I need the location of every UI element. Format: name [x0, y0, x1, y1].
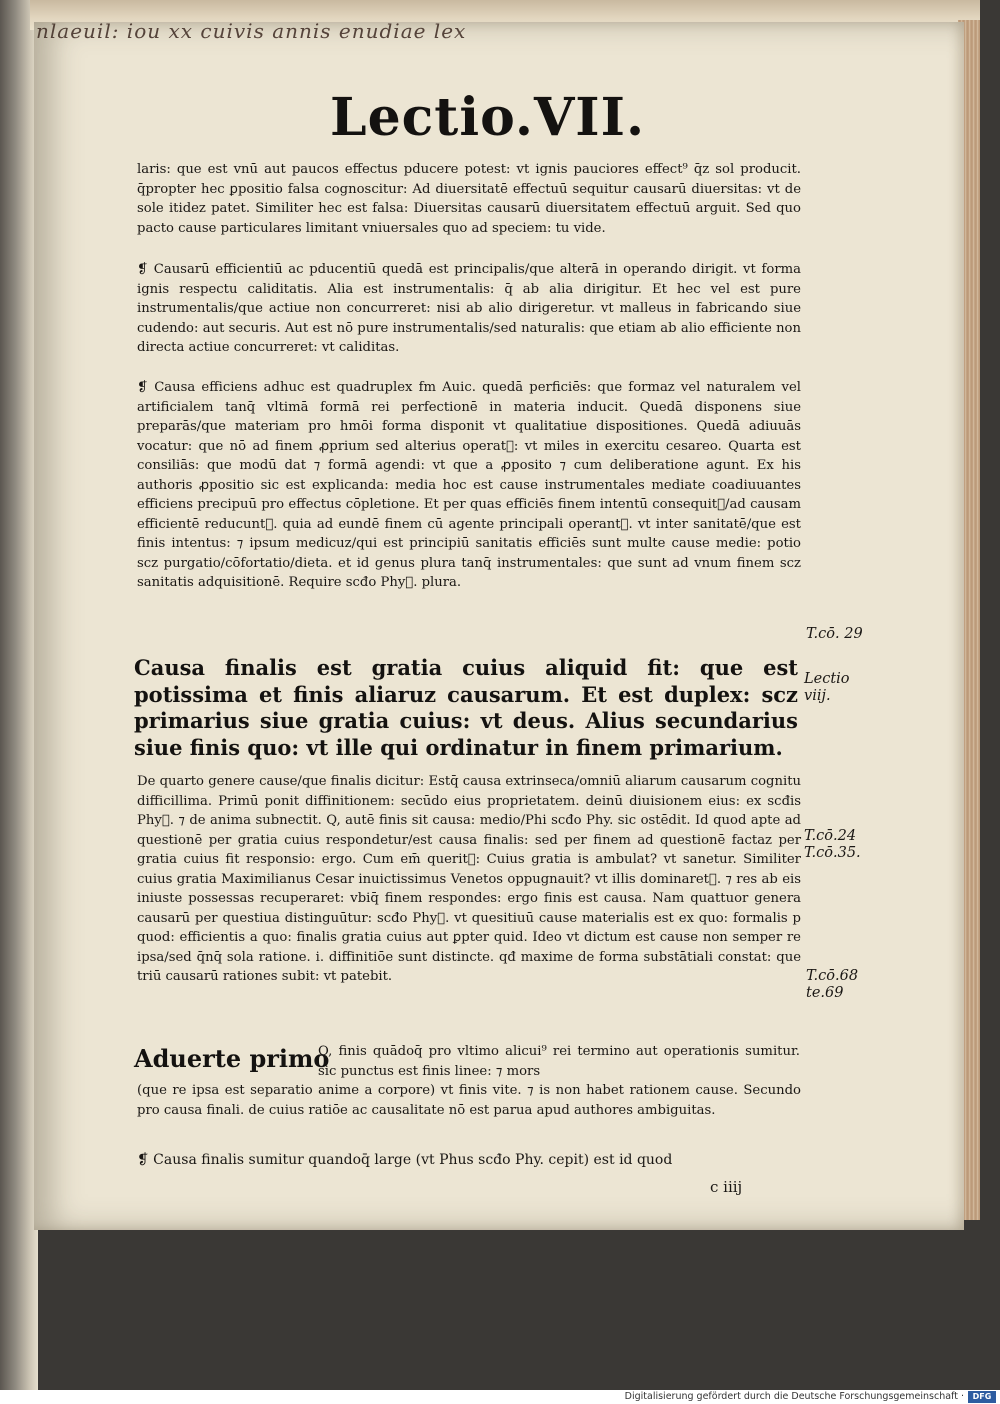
last-line: ❡ Causa finalis sumitur quandoq̄ large (vt Phus scđo Phy. cepit) est id quod	[137, 1152, 673, 1168]
paragraph-1	[137, 160, 801, 238]
advert-heading: Aduerte primo	[134, 1044, 330, 1073]
paragraph-3-text: ❡ Causa efficiens adhuc est quadruplex fm Auic. quedā perficiēs: que formaz vel naturalem vel artificialem tanq̄ vltimā formā rei perfectionē in materia inducit. Quedā disponens siue preparās/que materiam pro hmōi forma disponit vt qualitatiue dispositiones. Quedā adiuuās vocatur: que nō ad finem ꝓprium sed alterius operat᷑: vt miles in exercitu cesareo. Quarta est consiliās: que modū dat ⁊ formā agendi: vt que a ꝓposito ⁊ cum deliberatione agunt. Ex his authoris ꝓpositio sic est explicanda: media hoc est cause instrumentales mediate coadiuuantes efficiens precipuū pro effectus cōpletione. Et per quas efficiēs finem intentū consequit᷑/ad causam efficientē reducunt᷑. quia ad eundē finem cū agente principali operant᷑. vt inter sanitatē/que est finis intentus: ⁊ ipsum medicuz/qui est principiū sanitatis efficiēs sunt multe cause medie: potio scz purgatio/cōfortatio/dieta. et id genus plura tanq̄ instrumentales: que sunt ad vnum finem scz sanitatis adquisitionē. Require scđo Phy᷑. plura.	[137, 380, 801, 590]
signature-mark: c iiij	[710, 1178, 743, 1196]
advert-body: Q, finis quādoq̄ pro vltimo alicui⁹ rei termino aut operationis sumitur. sic punctus est finis linee: ⁊ mors	[318, 1044, 800, 1079]
running-head: nlaeuil: iou xx cuivis annis enudiae lex	[36, 22, 467, 40]
margin-note-2: Lectio viij.	[804, 671, 850, 704]
advert-rest: (que re ipsa est separatio anime a corpore) vt finis vite. ⁊ is non habet rationem cause. Secundo pro causa finali. de cuius ratiōe ac causalitate nō est parua apud authores ambiguitas.	[137, 1083, 801, 1118]
margin-note-1: T.cō. 29	[806, 626, 863, 642]
paragraph-2	[137, 260, 801, 358]
paragraph-4	[137, 772, 801, 987]
paragraph-1-text: laris: que est vnū aut paucos effectus pducere potest: vt ignis pauciores effect⁹ q̄z sol producit. q̄propter hec ꝑpositio falsa cognoscitur: Ad diuersitatē effectuū sequitur causarū diuersitas: vt de sole itidez patet. Similiter hec est falsa: Diuersitas causarū diuersitatem effectuū arguit. Sed quo pacto cause particulares limitant vniuersales quo ad speciem: tu vide.	[137, 162, 801, 236]
left-page-edge	[0, 0, 38, 1390]
dfg-logo: DFG	[968, 1391, 996, 1403]
section-heading: Causa finalis est gratia cuius aliquid fit: que est potissima et finis aliaruz causarum. Et est duplex: scz primarius siue gratia cuius: vt deus. Alius secundarius siue finis quo: vt ille qui ordinatur in finem primarium.	[134, 655, 798, 760]
footer-credit: Digitalisierung gefördert durch die Deutsche Forschungsgemeinschaft ·	[624, 1391, 964, 1402]
page-title: Lectio.VII.	[330, 87, 646, 148]
paragraph-2-text: ❡ Causarū efficientiū ac pducentiū quedā est principalis/que alterā in operando dirigit. vt forma ignis respectu caliditatis. Alia est instrumentalis: q̄ ab alia dirigitur. Et hec vel est pure instrumentalis/que actiue non concurreret: nisi ab alio dirigeretur. vt malleus in fabricando siue cudendo: aut securis. Aut est nō pure instrumentalis/sed naturalis: que etiam ab alio efficiente non directa actiue concurreret: vt caliditas.	[137, 262, 801, 355]
paragraph-4-text: De quarto genere cause/que finalis dicitur: Estq̄ causa extrinseca/omniū aliarum causarum cognitu difficillima. Primū ponit diffinitionem: secūdo eius proprietatem. deinū diuisionem eius: ex scđis Phy᷑. ⁊ de anima subnectit. Q, autē finis sit causa: medio/Phi scđo Phy. sic ostēdit. Id quod apte ad questionē per gratia cuius respondetur/est causa finalis: sed per finem ad questionē factaz per gratia cuius fit responsio: ergo. Cum em̄ querit᷑: Cuius gratia is ambulat? vt sanetur. Similiter cuius gratia Maximilianus Cesar inuictissimus Venetos oppugnauit? vt illis dominaret᷑. ⁊ res ab eis iniuste possessas recuperaret: vbiq̄ finem respondes: ergo finis est causa. Nam quattuor genera causarū per questiua distinguūtur: scđo Phy᷑. vt quesitiuū cause materialis est ex quo: formalis p quod: efficientis a quo: finalis gratia cuius aut ꝑpter quid. Ideo vt dictum est cause non semper re ipsa/sed q̄nq̄ sola ratione. i. diffinitiōe sunt distincte. qđ maxime de forma substātiali constat: que triū causarū rationes subit: vt patebit.	[137, 774, 801, 984]
paragraph-3	[137, 378, 801, 593]
margin-note-3: T.cō.24 T.cō.35.	[804, 828, 861, 861]
margin-note-4: T.cō.68 te.69	[806, 968, 859, 1001]
